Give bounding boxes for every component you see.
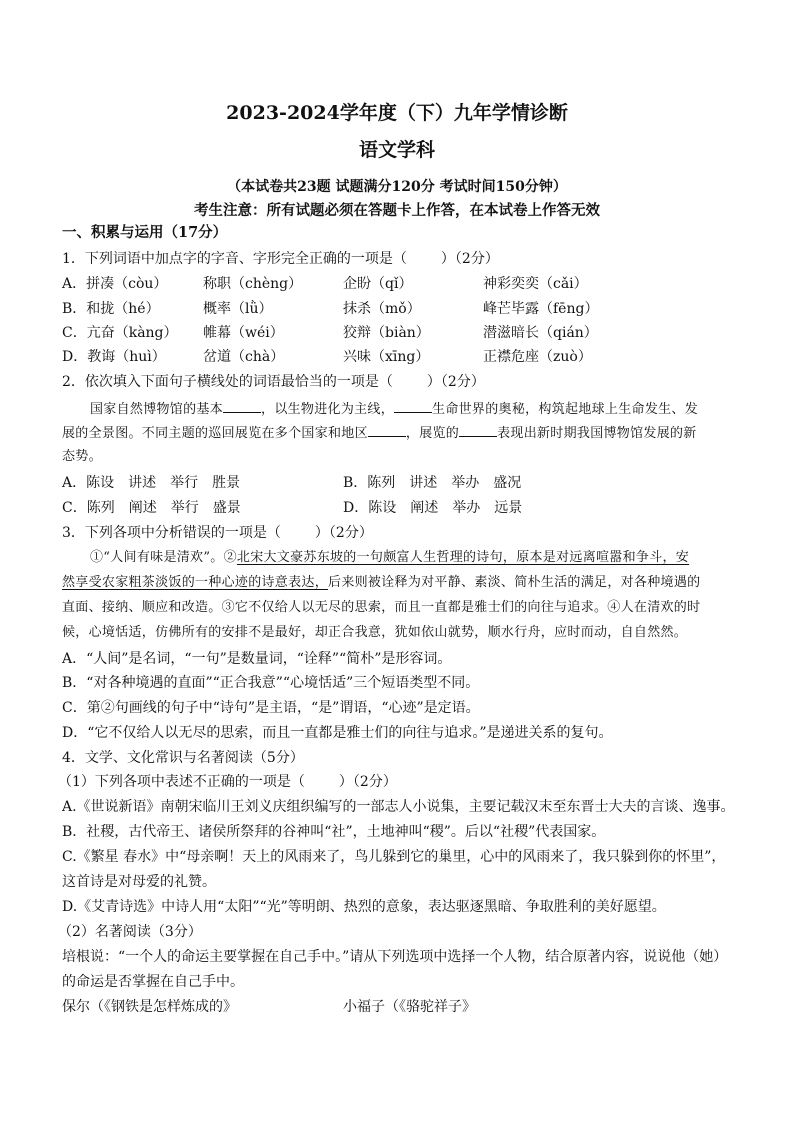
q1-option-b3: 抹杀（mǒ）: [343, 301, 421, 317]
q2-passage-line-1: 国家自然博物馆的基本 ，以生物进化为主线， 生命世界的奥秘，构筑起地球上生命发生、发: [90, 402, 699, 417]
q1-option-c3: 狡辩（biàn）: [343, 325, 430, 341]
blank-4: [459, 424, 497, 437]
q1-stem: 1．下列词语中加点字的字音、字形完全正确的一项是（ ）（2分）: [62, 251, 499, 267]
q3-passage-line-1: ①“人间有味是清欢”。②北宋大文豪苏东坡的一句颇富人生哲理的诗句，原本是对远离喧嚣和争斗，安: [90, 550, 690, 565]
exam-title: 2023-2024学年度（下）九年学情诊断: [226, 102, 568, 124]
q2-option-b: B．陈列 讲述 举办 盛况: [343, 475, 522, 491]
q4-option-a: A.《世说新语》南朝宋临川王刘义庆组织编写的一部志人小说集，主要记载汉末至东晋士大夫的言谈、逸事。: [62, 799, 735, 815]
q2-option-a: A．陈设 讲述 举行 胜景: [62, 475, 241, 491]
q2-option-c: C．陈列 阐述 举行 盛景: [62, 500, 241, 516]
q4-stem: 4．文学、文化常识与名著阅读（5分）: [62, 750, 304, 766]
q4-option-c-cont: 这首诗是对母爱的礼赞。: [62, 874, 216, 890]
q3-option-b: B．“对各种境遇的直面”“正合我意”“心境恬适”三个短语类型不同。: [62, 675, 480, 691]
q1-option-d4: 正襟危座（zuò）: [483, 349, 592, 365]
q4-choice-b: 小福子（《骆驼祥子》: [343, 999, 476, 1015]
section-heading: 一、积累与运用（17分）: [62, 224, 228, 241]
subject-title: 语文学科: [358, 139, 435, 161]
q1-option-c2: 帷幕（wéi）: [203, 325, 284, 341]
exam-notice: 考生注意：所有试题必须在答题卡上作答，在本试卷上作答无效: [194, 202, 600, 219]
q1-option-d3: 兴味（xīng）: [343, 349, 430, 365]
q3-passage-line-3: 直面、接纳、顺应和改造。③它不仅给人以无尽的思索，而且一直都是雅士们的向往与追求。④人在清欢的时: [62, 600, 701, 615]
q1-option-a4: 神彩奕奕（cǎi）: [483, 276, 588, 292]
q3-stem: 3．下列各项中分析错误的一项是（ ）（2分）: [62, 525, 373, 541]
q4-sub1: （1）下列各项中表述不正确的一项是（ ）（2分）: [58, 774, 397, 790]
q1-option-d1: D．教诲（huì）: [62, 349, 166, 365]
q2-option-d: D．陈设 阐述 举办 远景: [343, 500, 523, 516]
q2-stem: 2．依次填入下面句子横线处的词语最恰当的一项是（ ）（2分）: [62, 374, 485, 390]
q1-option-b4: 峰芒毕露（fēng）: [483, 301, 599, 317]
blank-3: [368, 424, 406, 437]
q1-option-d2: 岔道（chà）: [203, 349, 285, 365]
q4-prompt-line-1: 培根说：“一个人的命运主要掌握在自己手中。”请从下列选项中选择一个人物，结合原著内容，说说他（她）: [62, 949, 728, 965]
q1-option-a2: 称职（chèng）: [203, 276, 303, 292]
q4-option-d: D.《艾青诗选》中诗人用“太阳”“光”等明朗、热烈的意象，表达驱逐黑暗、争取胜利的美好愿望。: [62, 899, 666, 915]
q1-option-c1: C．亢奋（kàng）: [62, 325, 178, 341]
q3-passage-line-4: 候，心境恬适，仿佛所有的安排不是最好，却正合我意，犹如依山就势，顺水行舟，应时而动，自自然然。: [62, 625, 688, 640]
q1-option-b2: 概率（lǜ）: [203, 301, 273, 317]
q3-option-c: C．第②句画线的句子中“诗句”是主语，“是”谓语，“心迹”是定语。: [62, 700, 480, 716]
q1-option-b1: B．和拢（hé）: [62, 301, 160, 317]
exam-info: （本试卷共23题 试题满分120分 考试时间150分钟）: [227, 179, 567, 195]
q4-option-b: B．社稷，古代帝王、诸侯所祭拜的谷神叫“社”，土地神叫“稷”。后以“社稷”代表国家。: [62, 824, 606, 840]
blank-2: [394, 400, 432, 413]
q1-option-c4: 潜滋暗长（qián）: [483, 325, 598, 341]
blank-1: [223, 400, 261, 413]
q4-prompt-line-2: 的命运是否掌握在自己手中。: [62, 974, 244, 990]
q4-choice-a: 保尔（《钢铁是怎样炼成的》: [62, 999, 237, 1015]
q2-passage-line-2: 展的全景图。不同主题的巡回展览在多个国家和地区 ，展览的 表现出新时期我国博物馆发展的新: [62, 426, 697, 441]
q3-passage-line-2: 然享受农家粗茶淡饭的一种心迹的诗意表达，后来则被诠释为对平静、素淡、简朴生活的满足，对各种境遇的: [62, 575, 701, 590]
q4-sub2: （2）名著阅读（3分）: [58, 924, 202, 940]
q3-option-d: D．“它不仅给人以无尽的思索，而且一直都是雅士们的向往与追求。”是递进关系的复句。: [62, 725, 613, 741]
q2-passage-line-3: 态势。: [62, 449, 102, 464]
q1-option-a3: 企盼（qǐ）: [343, 276, 413, 292]
q3-option-a: A．“人间”是名词，“一句”是数量词，“诠释”“简朴”是形容词。: [62, 651, 452, 667]
q1-option-a1: A．拼凑（còu）: [62, 276, 168, 292]
q4-option-c: C.《繁星 春水》中“母亲啊！天上的风雨来了，鸟儿躲到它的巢里，心中的风雨来了，我只躲到你的怀里”，: [62, 849, 726, 865]
